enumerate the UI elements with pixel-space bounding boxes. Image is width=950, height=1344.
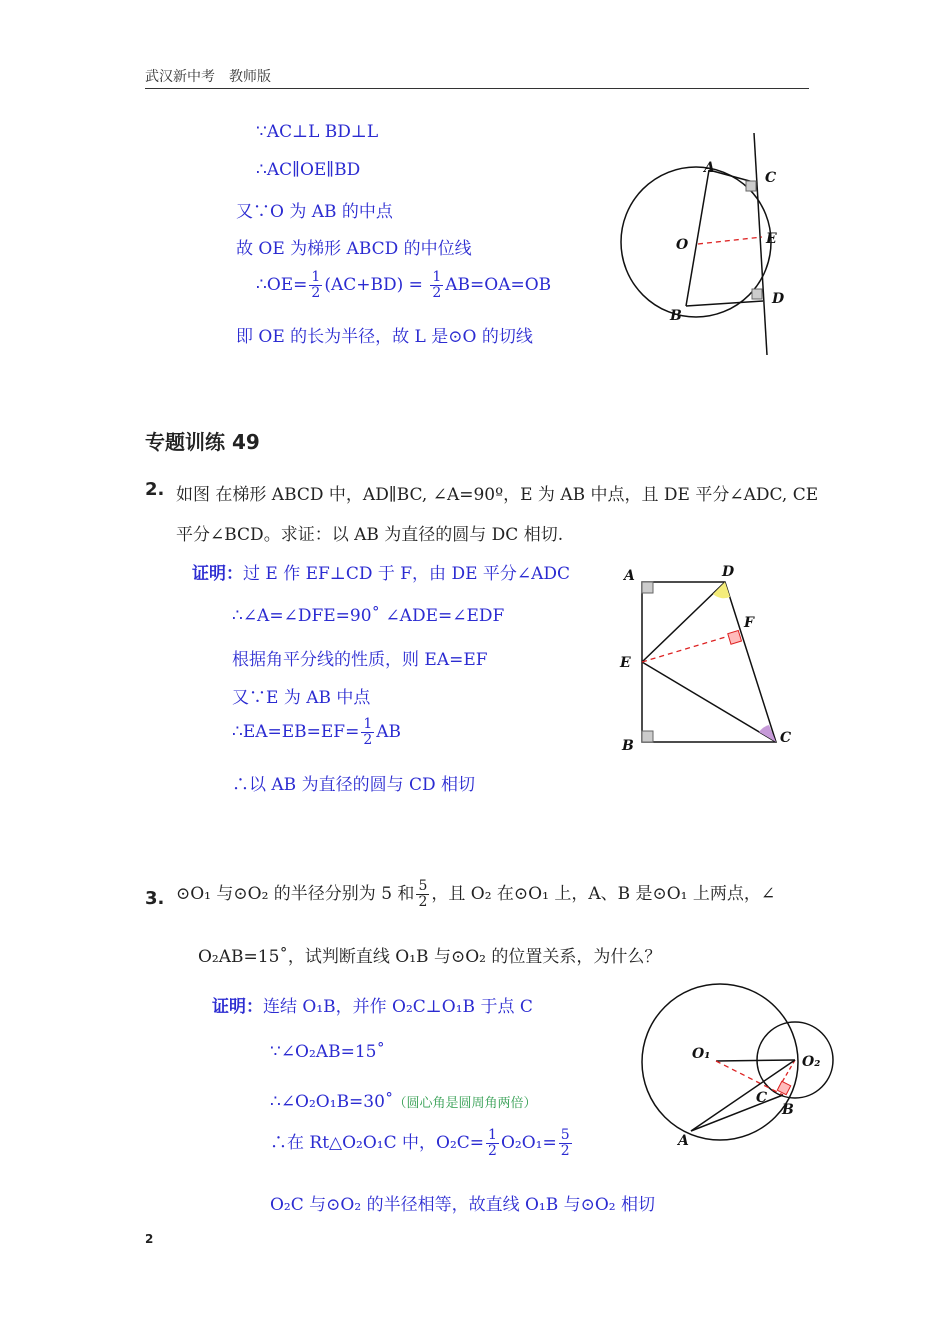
- right-angle-c: [777, 1081, 790, 1094]
- problem-2-proof-line-2: ∴∠A=∠DFE=90˚ ∠ADE=∠EDF: [232, 606, 505, 626]
- problem-3-proof-line-1: [212, 992, 533, 1017]
- label-e: E: [766, 231, 777, 247]
- part1-line-5-c: AB=OA=OB: [445, 275, 552, 295]
- label-d: D: [722, 564, 735, 580]
- segment-bd: [686, 301, 763, 306]
- question-line-1-b: ，且 O₂ 在⊙O₁ 上，A、B 是⊙O₁ 上两点，∠: [431, 884, 776, 904]
- problem-3-proof-line-5: O₂C 与⊙O₂ 的半径相等，故直线 O₁B 与⊙O₂ 相切: [270, 1195, 656, 1215]
- problem-2-proof-line-1: [192, 559, 570, 584]
- label-c: C: [756, 1090, 768, 1106]
- part1-line-5-b: (AC+BD) =: [324, 275, 423, 295]
- label-o2: O₂: [802, 1054, 821, 1070]
- problem-2-number: 2.: [145, 479, 165, 500]
- problem-3-question-line-2: O₂AB=15˚，试判断直线 O₁B 与⊙O₂ 的位置关系，为什么？: [198, 947, 662, 967]
- frac-numerator: 1: [363, 716, 373, 732]
- segment-o1b: [716, 1061, 783, 1095]
- fraction-half: [486, 1128, 499, 1159]
- label-b: B: [782, 1102, 794, 1118]
- segment-o1o2: [716, 1060, 795, 1061]
- problem-3-proof-line-2: ∵∠O₂AB=15˚: [270, 1042, 385, 1062]
- proof-line-3: ∴∠O₂O₁B=30˚: [270, 1092, 394, 1112]
- figure-two-circles: [636, 978, 836, 1163]
- proof-line-4-a: ∴在 Rt△O₂O₁C 中，O₂C=: [270, 1133, 485, 1153]
- problem-2-proof-line-5: [232, 717, 401, 748]
- label-b: B: [622, 738, 634, 754]
- part1-line-2: ∴AC∥OE∥BD: [256, 160, 361, 180]
- label-c: C: [765, 170, 777, 186]
- problem-2-question-line-2: 平分∠BCD。求证：以 AB 为直径的圆与 DC 相切.: [176, 525, 564, 545]
- proof-line-5-b: AB: [376, 722, 402, 742]
- proof-line-3-note: （圆心角是圆周角两倍）: [393, 1096, 537, 1111]
- right-angle-c: [746, 181, 756, 191]
- frac-denominator: 2: [432, 285, 442, 301]
- proof-text: 过 E 作 EF⊥CD 于 F，由 DE 平分∠ADC: [243, 564, 571, 584]
- problem-2-proof-line-4: 又∵E 为 AB 中点: [232, 688, 371, 708]
- fraction-half: [309, 270, 322, 301]
- frac-numerator: 1: [311, 269, 321, 285]
- frac-denominator: 2: [488, 1143, 497, 1159]
- frac-denominator: 2: [418, 894, 428, 910]
- frac-denominator: 2: [311, 285, 321, 301]
- label-a: A: [678, 1133, 689, 1149]
- right-angle-d: [752, 289, 762, 299]
- segment-ec: [642, 662, 776, 742]
- label-d: D: [772, 291, 785, 307]
- fraction-five-halves: [559, 1128, 572, 1159]
- proof-line-4-b: O₂O₁=: [500, 1133, 557, 1153]
- page-number: 2: [145, 1232, 154, 1246]
- segment-oe: [698, 237, 762, 244]
- fraction-five-halves: [416, 879, 429, 910]
- proof-text: 连结 O₁B，并作 O₂C⊥O₁B 于点 C: [263, 997, 533, 1017]
- segment-ed: [642, 582, 725, 662]
- figure-trapezoid: [612, 560, 802, 760]
- frac-denominator: 2: [363, 732, 373, 748]
- question-line-1-a: ⊙O₁ 与⊙O₂ 的半径分别为 5 和: [176, 884, 415, 904]
- fraction-half: [430, 270, 443, 301]
- part1-line-4: 故 OE 为梯形 ABCD 的中位线: [236, 239, 472, 259]
- problem-3-number: 3.: [145, 888, 165, 909]
- part1-line-5: [256, 270, 551, 301]
- trapezoid-abcd: [642, 582, 776, 742]
- label-e: E: [620, 655, 631, 671]
- frac-numerator: 5: [418, 878, 428, 894]
- frac-denominator: 2: [560, 1143, 570, 1159]
- figure-circle-tangent: [620, 125, 790, 365]
- label-a: A: [624, 568, 635, 584]
- segment-ao2: [691, 1060, 795, 1131]
- diameter-ab: [686, 170, 709, 306]
- proof-label: 证明：: [192, 564, 243, 584]
- label-o1: O₁: [692, 1046, 711, 1062]
- section-title: 专题训练 49: [145, 430, 260, 454]
- problem-2-question-line-1: 如图 在梯形 ABCD 中，AD∥BC, ∠A=90º，E 为 AB 中点，且 DE 平分∠ADC, CE: [176, 485, 819, 505]
- label-c: C: [780, 730, 792, 746]
- problem-3-proof-line-4: [270, 1128, 574, 1159]
- right-angle-b: [642, 731, 653, 742]
- header-rule: [145, 88, 809, 89]
- label-f: F: [744, 615, 754, 631]
- problem-3-question-line-1: [176, 879, 775, 910]
- problem-2-proof-line-3: 根据角平分线的性质，则 EA=EF: [232, 650, 488, 670]
- frac-numerator: 1: [488, 1127, 497, 1143]
- frac-numerator: 1: [432, 269, 442, 285]
- frac-numerator: 5: [560, 1127, 570, 1143]
- page-header: [145, 66, 271, 86]
- problem-3-proof-line-3: [270, 1092, 536, 1112]
- right-angle-f: [728, 630, 742, 644]
- header-edition: 教师版: [229, 69, 271, 85]
- circle-o1: [642, 984, 798, 1140]
- part1-line-5-a: ∴OE=: [256, 275, 308, 295]
- label-b: B: [670, 308, 682, 324]
- part1-line-6: 即 OE 的长为半径，故 L 是⊙O 的切线: [236, 327, 533, 347]
- part1-line-1: ∵AC⊥L BD⊥L: [256, 122, 379, 142]
- label-a: A: [704, 160, 715, 176]
- part1-line-3: 又∵O 为 AB 的中点: [236, 202, 393, 222]
- right-angle-a: [642, 582, 653, 593]
- proof-line-5-a: ∴EA=EB=EF=: [232, 722, 360, 742]
- problem-2-proof-line-6: ∴以 AB 为直径的圆与 CD 相切: [232, 775, 476, 795]
- proof-label: 证明：: [212, 997, 263, 1017]
- fraction-half: [361, 717, 374, 748]
- label-o: O: [676, 237, 689, 253]
- header-title: 武汉新中考: [145, 69, 215, 85]
